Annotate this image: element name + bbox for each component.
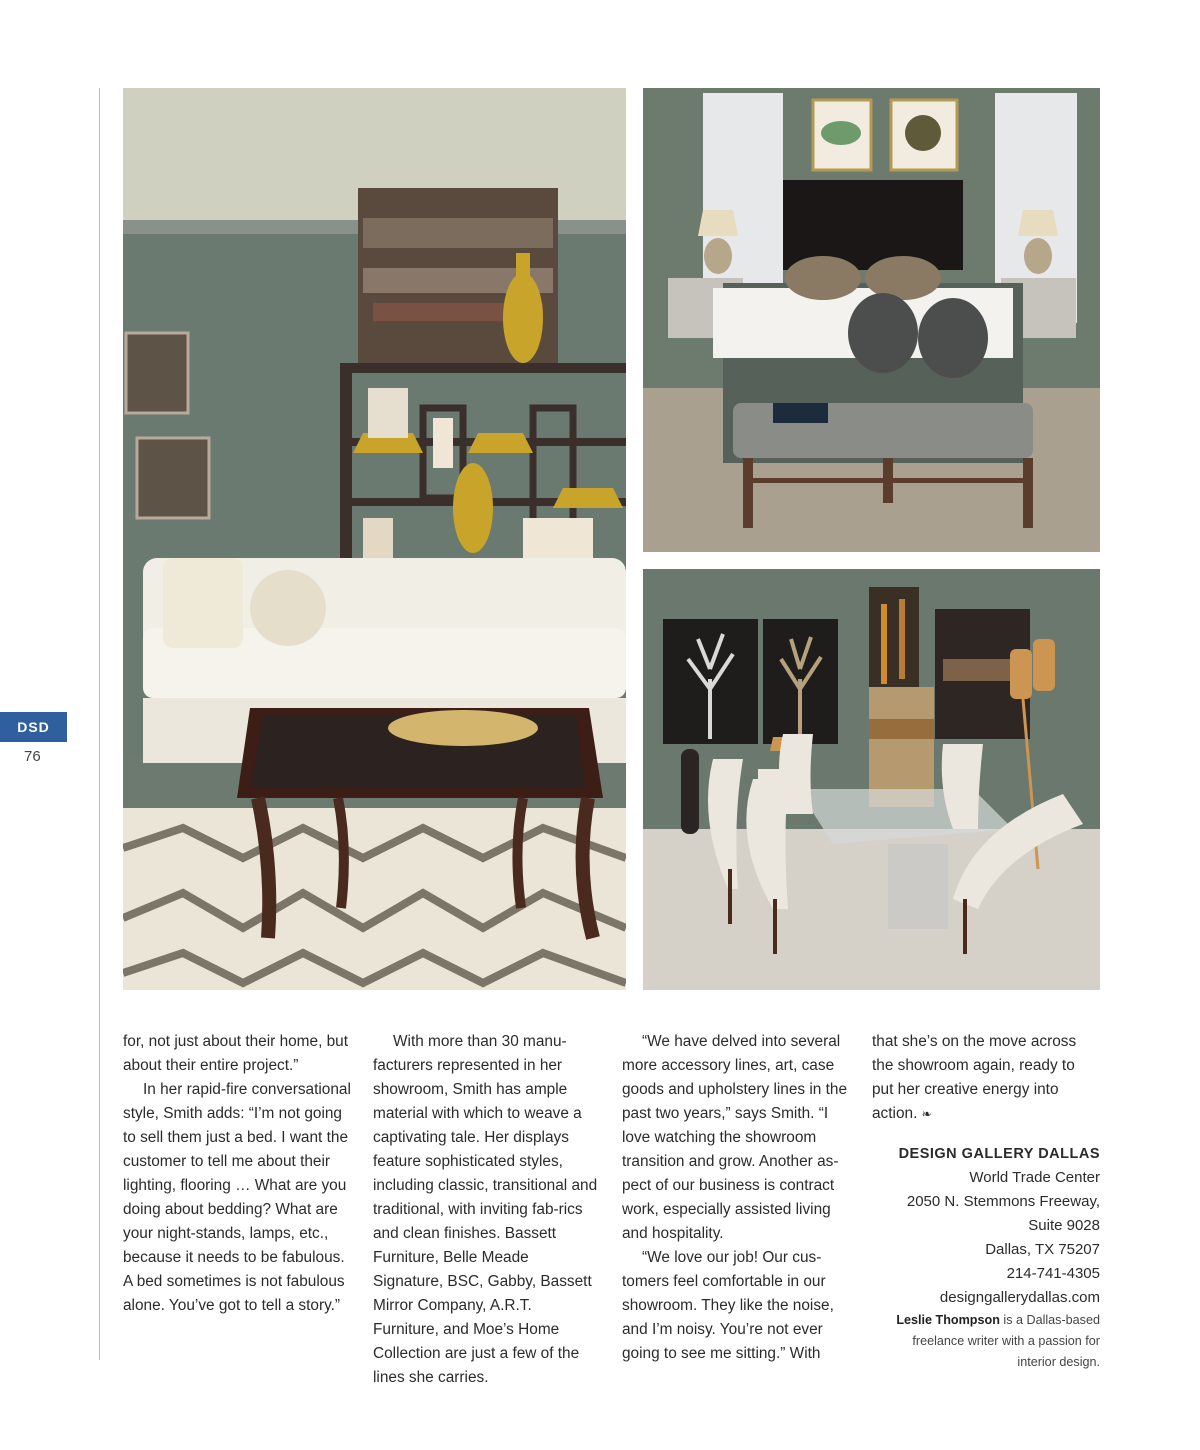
business-info [872,1142,1100,1310]
business-phone: 214-741-4305 [1006,1265,1100,1282]
section-tab: DSD [0,712,67,742]
bedroom-photo [643,88,1100,552]
living-room-photo [123,88,626,990]
business-name: DESIGN GALLERY DALLAS [898,1146,1100,1162]
business-building: World Trade Center [969,1169,1100,1186]
article-column-2 [373,1030,601,1390]
article-column-3 [622,1030,850,1366]
paragraph [872,1030,1100,1126]
author-bio [872,1310,1100,1373]
end-mark-icon: ❧ [921,1107,932,1121]
paragraph: In her rapid-fire conversational style, Smith adds: “I’m not going to sell them just a bed. I want the customer to tell me about their lighting, flooring … What are you doing about bedding? What are your night-stands, lamps, etc., because it needs to be fabulous. A bed sometimes is not fabulous alone. You’ve got to tell a story.” [123,1081,351,1314]
paragraph-text: that she’s on the move across the showroom again, ready to put her creative energy into action. [872,1033,1077,1122]
left-margin-rule [99,88,100,1360]
business-street: 2050 N. Stemmons Freeway, [906,1193,1100,1210]
author-name: Leslie Thompson [896,1313,1000,1327]
paragraph: With more than 30 manu-facturers represented in her showroom, Smith has ample material with which to weave a captivating tale. Her displays feature sophisticated styles, including classic, transitional and traditional, with inviting fab-rics and clean finishes. Bassett Furniture, Belle Meade Signature, BSC, Gabby, Bassett Mirror Company, A.R.T. Furniture, and Moe’s Home Collection are just a few of the lines she carries. [373,1033,598,1386]
paragraph: “We have delved into several more accessory lines, art, case goods and upholstery lines in the past two years,” says Smith. “I love watching the showroom transition and grow. Another as-pect of our business is contract work, especially assisted living and hospitality. [622,1033,848,1242]
dining-room-photo [643,569,1100,990]
paragraph: for, not just about their home, but about their entire project.” [123,1033,349,1074]
page-number: 76 [24,748,41,765]
business-website: designgallerydallas.com [939,1289,1100,1306]
article-column-1 [123,1030,351,1318]
article-column-4 [872,1030,1100,1126]
business-suite: Suite 9028 [1028,1217,1100,1234]
author-bio-text: is a Dallas-based freelance writer with a passion for interior design. [912,1313,1100,1369]
paragraph: “We love our job! Our cus-tomers feel comfortable in our showroom. They like the noise, and I’m noisy. You’re not ever going to see me sitting.” With [622,1249,834,1362]
business-city: Dallas, TX 75207 [985,1241,1100,1258]
